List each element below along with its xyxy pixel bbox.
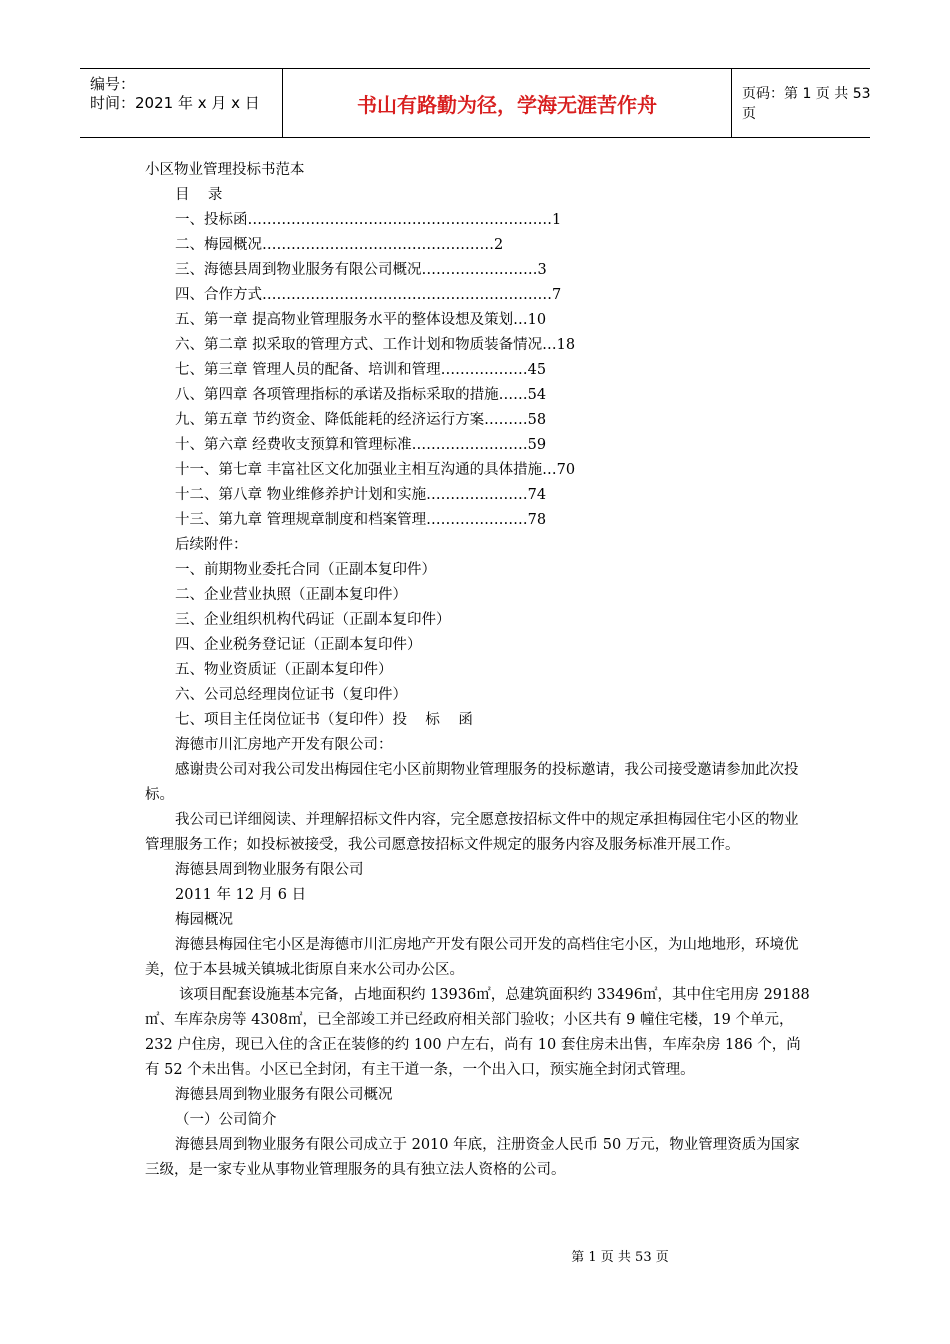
toc-list	[145, 208, 810, 533]
toc-item: 四、合作方式……………………………………………………7	[175, 287, 562, 303]
toc-item: 三、海德县周到物业服务有限公司概况……………………3	[175, 262, 547, 278]
header-motto: 书山有路勤为径，学海无涯苦作舟	[282, 69, 732, 137]
doc-title: 小区物业管理投标书范本	[145, 162, 305, 178]
attachments-list	[145, 558, 810, 733]
section-heading: 梅园概况	[175, 912, 233, 928]
footer-page-number: 第 1 页 共 53 页	[571, 1250, 669, 1265]
signer: 海德县周到物业服务有限公司	[175, 862, 364, 878]
toc-item: 六、第二章 拟采取的管理方式、工作计划和物质装备情况…18	[175, 337, 576, 353]
paragraph: 我公司已详细阅读、并理解招标文件内容，完全愿意按招标文件中的规定承担梅园住宅小区的物业管理服务工作；如投标被接受，我公司愿意按招标文件规定的服务内容及服务标准开展工作。	[145, 812, 799, 853]
attachment-item: 二、企业营业执照（正副本复印件）	[175, 587, 407, 603]
section-heading: 海德县周到物业服务有限公司概况	[175, 1087, 393, 1103]
time-label: 时间：2021 年 x 月 x 日	[90, 94, 260, 112]
document-header	[80, 68, 870, 138]
subsection-heading: （一）公司简介	[175, 1112, 277, 1128]
toc-item: 八、第四章 各项管理指标的承诺及指标采取的措施……54	[175, 387, 547, 403]
date: 2011 年 12 月 6 日	[175, 887, 307, 903]
toc-item: 十三、第九章 管理规章制度和档案管理…………………78	[175, 512, 547, 528]
toc-item: 十二、第八章 物业维修养护计划和实施…………………74	[175, 487, 547, 503]
toc-item: 五、第一章 提高物业管理服务水平的整体设想及策划…10	[175, 312, 547, 328]
attachments-heading: 后续附件：	[175, 537, 248, 553]
header-meta	[80, 69, 280, 137]
toc-item: 十一、第七章 丰富社区文化加强业主相互沟通的具体措施…70	[175, 462, 576, 478]
toc-item: 一、投标函………………………………………………………1	[175, 212, 562, 228]
toc-item: 九、第五章 节约资金、降低能耗的经济运行方案………58	[175, 412, 547, 428]
attachment-item: 五、物业资质证（正副本复印件）	[175, 662, 393, 678]
paragraph: 感谢贵公司对我公司发出梅园住宅小区前期物业管理服务的投标邀请，我公司接受邀请参加此次投标。	[145, 762, 799, 803]
header-page-info: 页码：第 1 页 共 53 页	[742, 86, 871, 122]
toc-item: 十、第六章 经费收支预算和管理标准……………………59	[175, 437, 547, 453]
attachment-item: 一、前期物业委托合同（正副本复印件）	[175, 562, 436, 578]
toc-heading: 目 录	[175, 187, 223, 203]
document-body	[145, 158, 810, 1183]
paragraph: 海德县周到物业服务有限公司成立于 2010 年底，注册资金人民币 50 万元，物业管理资质为国家三级，是一家专业从事物业管理服务的具有独立法人资格的公司。	[145, 1137, 800, 1178]
paragraph: 海德县梅园住宅小区是海德市川汇房地产开发有限公司开发的高档住宅小区，为山地地形，环境优美，位于本县城关镇城北街原自来水公司办公区。	[145, 937, 799, 978]
attachment-item: 六、公司总经理岗位证书（复印件）	[175, 687, 407, 703]
code-label: 编号：	[90, 75, 136, 93]
toc-item: 七、第三章 管理人员的配备、培训和管理………………45	[175, 362, 547, 378]
paragraph: 该项目配套设施基本完备，占地面积约 13936㎡，总建筑面积约 33496㎡，其中住宅用房 29188㎡、车库杂房等 4308㎡，已全部竣工并已经政府相关部门验收；小区共有 9 幢住宅楼，19 个单元，232 户住房，现已入住的含正在装修的约 100 户左右，尚有 10 套住房未出售，车库杂房 186 个，尚有 52 个未出售。小区已全封闭，有主干道一条，一个出入口，预实施全封闭式管理。	[145, 987, 810, 1078]
attachment-item: 七、项目主任岗位证书（复印件）投 标 函	[175, 712, 473, 728]
attachment-item: 四、企业税务登记证（正副本复印件）	[175, 637, 422, 653]
toc-item: 二、梅园概况…………………………………………2	[175, 237, 504, 253]
salutation: 海德市川汇房地产开发有限公司：	[175, 737, 393, 753]
page-footer	[0, 1246, 950, 1265]
attachment-item: 三、企业组织机构代码证（正副本复印件）	[175, 612, 451, 628]
